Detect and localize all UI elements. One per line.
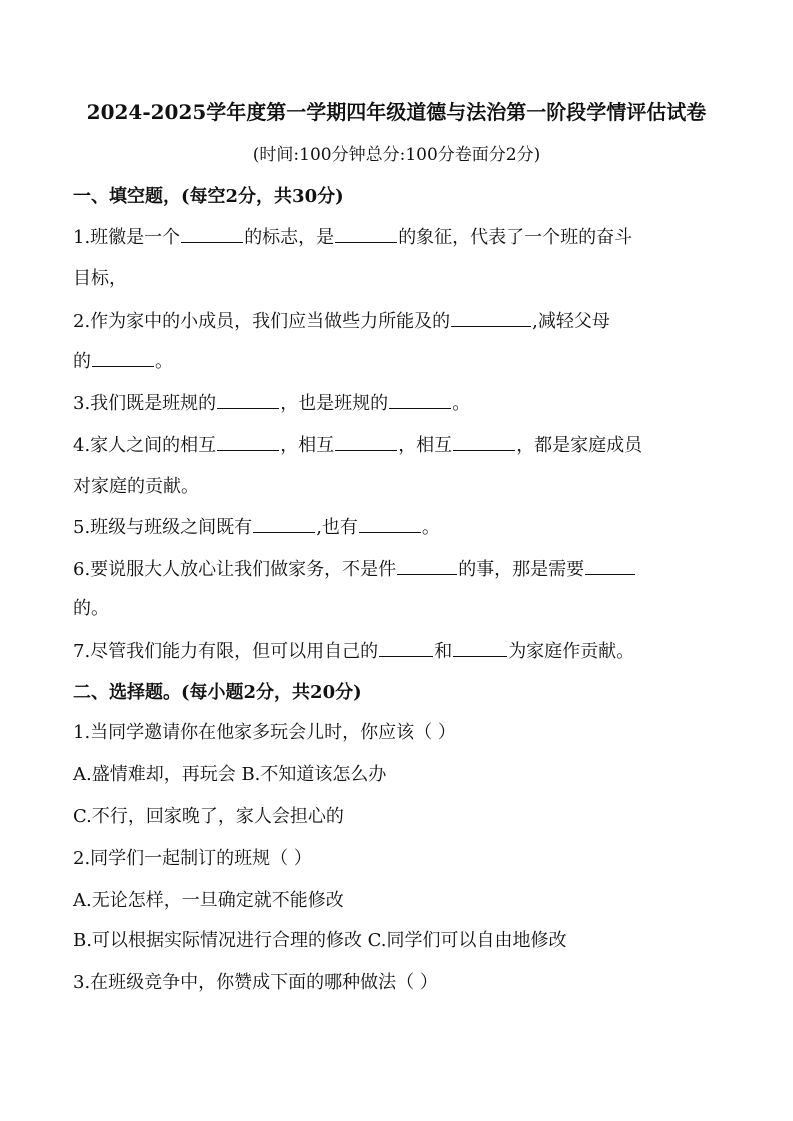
s1-q4-blank1[interactable] [217, 432, 279, 451]
s1-q1-blank2[interactable] [335, 224, 397, 243]
s1-q4-blank2[interactable] [335, 432, 397, 451]
s1-q2-line1 [73, 308, 733, 335]
s1-q1-blank1[interactable] [181, 224, 243, 243]
s1-q2-line2 [73, 348, 733, 375]
s1-q4-line2: 对家庭的贡献。 [73, 476, 199, 497]
s1-q3-line [73, 390, 733, 417]
s1-q4-line1 [73, 432, 733, 459]
s1-q4-text-d: ，都是家庭成员 [516, 435, 643, 456]
s1-q2-text-a: 2.作为家中的小成员，我们应当做些力所能及的 [73, 311, 451, 332]
s1-q1-text-a: 1.班徽是一个 [73, 227, 181, 248]
s2-q1-option-c[interactable]: C.不行，回家晚了，家人会担心的 [73, 806, 344, 827]
s1-q1-text-b: 的标志，是 [244, 227, 335, 248]
s1-q3-text-a: 3.我们既是班规的 [73, 393, 217, 414]
s1-q6-line1 [73, 556, 733, 583]
s2-q1-stem: 1.当同学邀请你在他家多玩会儿时，你应该（ ） [73, 722, 456, 743]
s2-q3-stem: 3.在班级竞争中，你赞成下面的哪种做法（ ） [73, 972, 438, 993]
s1-q2-text-d: 。 [155, 351, 173, 372]
s1-q6-blank1[interactable] [397, 556, 457, 575]
s1-q7-text-c: 为家庭作贡献。 [508, 641, 635, 662]
s1-q5-blank2[interactable] [359, 514, 421, 533]
s1-q4-text-a: 4.家人之间的相互 [73, 435, 217, 456]
s2-q2-stem: 2.同学们一起制订的班规（ ） [73, 848, 312, 869]
s1-q6-blank2[interactable] [585, 556, 635, 575]
s1-q7-blank1[interactable] [379, 638, 433, 657]
s1-q6-text-b: 的事，那是需要 [458, 559, 585, 580]
s1-q3-blank2[interactable] [389, 390, 451, 409]
s1-q1-line1 [73, 224, 733, 251]
s2-q2-options-bc[interactable]: B.可以根据实际情况进行合理的修改 C.同学们可以自由地修改 [73, 930, 567, 951]
s1-q2-blank1[interactable] [451, 308, 531, 327]
s2-q1-options-ab[interactable]: A.盛情难却，再玩会 B.不知道该怎么办 [73, 764, 387, 785]
section2-heading: 二、选择题。(每小题2分，共20分) [73, 682, 362, 703]
s1-q5-line [73, 514, 733, 541]
s1-q1-text-c: 的象征，代表了一个班的奋斗 [398, 227, 633, 248]
exam-subtitle: (时间:100分钟总分:100分卷面分2分) [252, 145, 541, 165]
s1-q4-text-c: ，相互 [398, 435, 453, 456]
s1-q3-blank1[interactable] [217, 390, 279, 409]
s1-q3-text-c: 。 [452, 393, 471, 414]
s1-q5-text-c: 。 [421, 517, 440, 538]
s1-q6-text-a: 6.要说服大人放心让我们做家务，不是件 [73, 559, 397, 580]
section1-heading: 一、填空题，(每空2分，共30分) [73, 186, 344, 207]
s1-q2-text-c: 的 [73, 351, 91, 372]
s1-q2-text-b: ,减轻父母 [532, 311, 610, 332]
s1-q5-blank1[interactable] [253, 514, 315, 533]
s1-q2-blank2[interactable] [92, 348, 154, 367]
s1-q5-text-a: 5.班级与班级之间既有 [73, 517, 253, 538]
exam-title: 2024-2025学年度第一学期四年级道德与法治第一阶段学情评估试卷 [86, 100, 707, 124]
s1-q1-line2: 目标， [73, 268, 127, 289]
s1-q7-blank2[interactable] [453, 638, 507, 657]
s1-q5-text-b: ,也有 [316, 517, 358, 538]
s1-q6-line2: 的。 [73, 598, 109, 619]
s1-q4-text-b: ，相互 [280, 435, 335, 456]
s1-q4-blank3[interactable] [453, 432, 515, 451]
s1-q7-text-a: 7.尽管我们能力有限，但可以用自己的 [73, 641, 379, 662]
s1-q7-text-b: 和 [434, 641, 453, 662]
s1-q7-line [73, 638, 733, 665]
s1-q3-text-b: ，也是班规的 [280, 393, 389, 414]
s2-q2-option-a[interactable]: A.无论怎样，一旦确定就不能修改 [73, 890, 344, 911]
